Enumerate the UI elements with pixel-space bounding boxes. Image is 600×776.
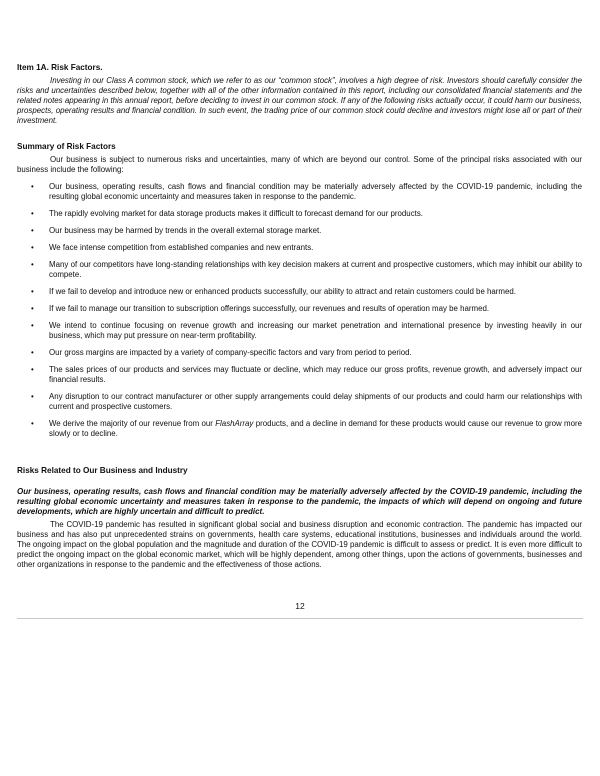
- product-name-flasharray: FlashArray: [215, 419, 254, 428]
- bullet-icon: •: [31, 321, 34, 330]
- bullet-icon: •: [31, 209, 34, 218]
- summary-bullet: [17, 304, 582, 314]
- bullet-icon: •: [31, 392, 34, 401]
- summary-bullet: [17, 209, 582, 219]
- bullet-icon: •: [31, 304, 34, 313]
- bullet-text: Many of our competitors have long-standing relationships with key decision makers at current and prospective customers, which may inhibit our ability to compete.: [49, 260, 582, 279]
- summary-bullet: [17, 348, 582, 358]
- summary-bullet: [17, 243, 582, 253]
- bullet-text: Our gross margins are impacted by a variety of company-specific factors and vary from period to period.: [49, 348, 412, 357]
- summary-bullet: [17, 182, 582, 202]
- bullet-icon: •: [31, 287, 34, 296]
- page-number: 12: [295, 601, 305, 611]
- summary-intro: Our business is subject to numerous risks and uncertainties, many of which are beyond our control. Some of the principal risks associated with our business include the following:: [17, 155, 582, 174]
- bullet-text: Our business, operating results, cash flows and financial condition may be materially adversely affected by the COVID-19 pandemic, including the resulting global economic uncertainty and measures taken in response to the pandemic.: [49, 182, 582, 201]
- bullet-icon: •: [31, 226, 34, 235]
- summary-bullet-list: [17, 182, 582, 446]
- bullet-icon: •: [31, 260, 34, 269]
- bullet-text: Our business may be harmed by trends in the overall external storage market.: [49, 226, 322, 235]
- summary-bullet: [17, 321, 582, 341]
- summary-bullet: [17, 260, 582, 280]
- bullet-text: products, and a decline in demand for these products would cause our revenue to grow more slowly or to decline.: [49, 419, 582, 438]
- bullet-text: We face intense competition from established companies and new entrants.: [49, 243, 314, 252]
- risk-body: The COVID-19 pandemic has resulted in significant global social and business disruption and economic contraction. The pandemic has impacted our business and has also put unprecedented strains on governments, health care systems, educational institutions, businesses and individuals around the world. The ongoing impact on the global population and the magnitude and duration of the COVID-19 pandemic is difficult to assess or predict. It is even more difficult to predict the ongoing impact on the global economic market, which will be highly dependent, among other things, upon the actions of governments, businesses and other organizations in response to the pandemic and the effectiveness of those actions.: [17, 520, 582, 569]
- bullet-icon: •: [31, 419, 34, 428]
- bullet-icon: •: [31, 365, 34, 374]
- bullet-text: We derive the majority of our revenue from our: [49, 419, 216, 428]
- bullet-text: If we fail to manage our transition to subscription offerings successfully, our revenues and results of operation may be harmed.: [49, 304, 490, 313]
- summary-bullet: [17, 226, 582, 236]
- summary-bullet: [17, 419, 582, 439]
- item-heading: Item 1A. Risk Factors.: [17, 63, 103, 72]
- summary-bullet: [17, 365, 582, 385]
- bullet-icon: •: [31, 182, 34, 191]
- summary-bullet: [17, 287, 582, 297]
- bullet-text: If we fail to develop and introduce new or enhanced products successfully, our ability to attract and retain customers could be harmed.: [49, 287, 516, 296]
- intro-paragraph: Investing in our Class A common stock, which we refer to as our “common stock”, involves a high degree of risk. Investors should carefully consider the risks and uncertainties described below, together with all of the other information contained in this report, including our consolidated financial statements and the related notes appearing in this annual report, before deciding to invest in our common stock. If any of the following risks actually occur, it could harm our business, prospects, operating results and financial condition. In such event, the trading price of our common stock could decline and investors might lose all or part of their investment.: [17, 76, 582, 125]
- summary-heading: Summary of Risk Factors: [17, 142, 116, 151]
- bullet-text: The rapidly evolving market for data storage products makes it difficult to forecast demand for our products.: [49, 209, 423, 218]
- summary-bullet: [17, 392, 582, 412]
- bullet-text: The sales prices of our products and services may fluctuate or decline, which may reduce our gross profits, revenue growth, and adversely impact our financial results.: [49, 365, 582, 384]
- section-heading: Risks Related to Our Business and Industry: [17, 466, 188, 475]
- bullet-icon: •: [31, 243, 34, 252]
- bullet-text: We intend to continue focusing on revenue growth and increasing our market penetration and international presence by investing heavily in our business, which may put pressure on near-term profitability.: [49, 321, 582, 340]
- risk-title: Our business, operating results, cash flows and financial condition may be materially adversely affected by the COVID-19 pandemic, including the resulting global economic uncertainty and measures taken in response to the pandemic, the impacts of which will depend on ongoing and future developments, which are highly uncertain and difficult to predict.: [17, 487, 582, 516]
- page-divider: [17, 618, 583, 619]
- bullet-text: Any disruption to our contract manufacturer or other supply arrangements could delay shipments of our products and could harm our relationships with current and prospective customers.: [49, 392, 582, 411]
- bullet-icon: •: [31, 348, 34, 357]
